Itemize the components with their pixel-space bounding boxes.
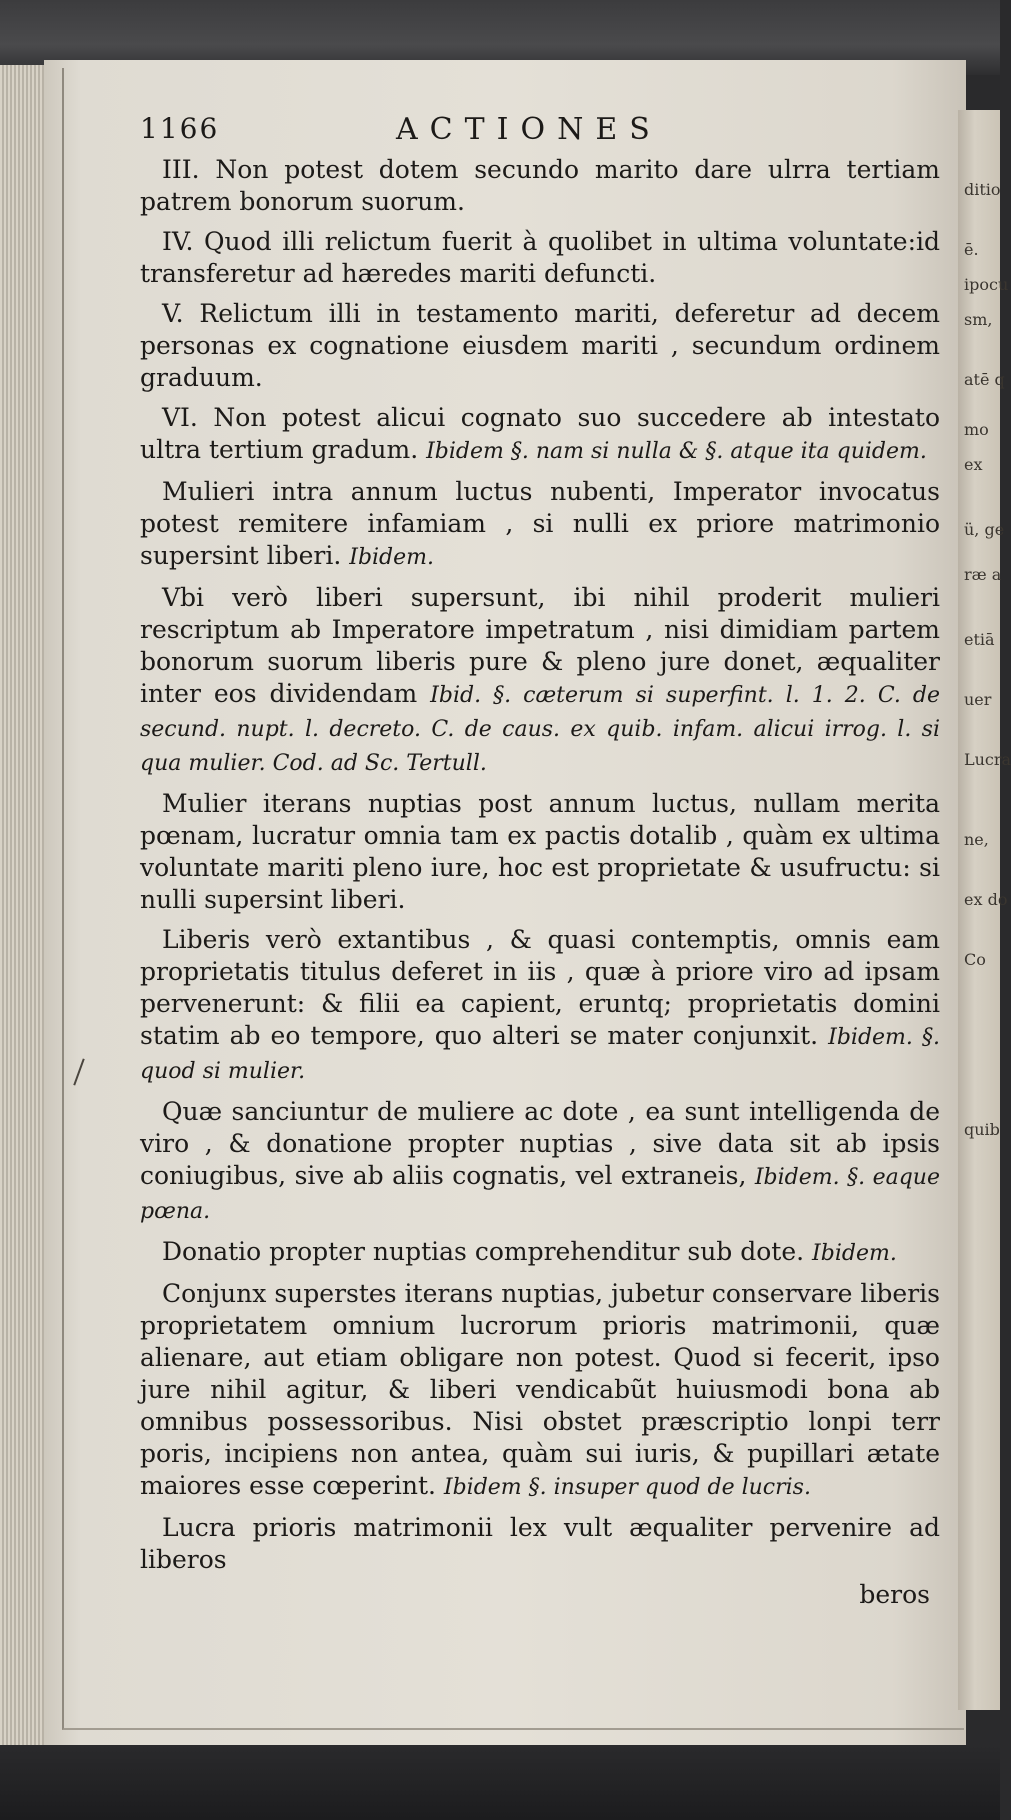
adjacent-fragment: uer — [964, 690, 992, 709]
adjacent-fragment: ipocu — [964, 275, 1009, 294]
citation: Ibidem. — [812, 1241, 897, 1266]
citation: Ibidem. — [349, 545, 435, 570]
paragraph-text: Liberis verò extantibus , & quasi contemptis, omnis eam proprietatis titulus deferet in iis , quæ à priore viro ad ipsam pervenerunt: & filii ea capient, eruntq; proprietatis domini statim ab eo tempore, quo alteri se mater conjunxit. — [140, 925, 940, 1050]
adjacent-fragment: ne, — [964, 830, 989, 849]
adjacent-fragment: Co — [964, 950, 986, 969]
adjacent-fragment: atē q — [964, 370, 1005, 389]
paragraph-text: III. Non potest dotem secundo marito dare ulrra tertiam patrem bonorum suorum. — [140, 155, 940, 216]
adjacent-fragment: ex — [964, 455, 983, 474]
paragraph — [140, 582, 940, 780]
adjacent-page — [958, 110, 1011, 1710]
paragraph — [140, 1096, 940, 1228]
paragraph-text: Conjunx superstes iterans nuptias, jubetur conservare liberis proprietatem omnium lucrorum prioris matrimonii, quæ alienare, aut etiam obligare non potest. Quod si fecerit, ipso jure nihil agitur, & liberi vendicabũt huiusmodi bona ab omnibus possessoribus. Nisi obstet præscriptio lonpi terr poris, incipiens non antea, quàm sui iuris, & pupillari ætate maiores esse cœperint. — [140, 1279, 940, 1500]
adjacent-fragment: ditio — [964, 180, 1001, 199]
paragraph-text: IV. Quod illi relictum fuerit à quolibet in ultima voluntate:id transferetur ad hæredes mariti defuncti. — [140, 227, 940, 288]
paragraph-text: Mulier iterans nuptias post annum luctus, nullam merita pœnam, lucratur omnia tam ex pactis dotalib , quàm ex ultima voluntate mariti pleno iure, hoc est proprietate & usufructu: si nulli supersint liberi. — [140, 789, 940, 914]
paragraph — [140, 1512, 940, 1576]
paragraph — [140, 402, 940, 468]
paragraph — [140, 1278, 940, 1504]
paragraph-text: Mulieri intra annum luctus nubenti, Imperator invocatus potest remitere infamiam , si nulli ex priore matrimonio supersint liberi. — [140, 477, 940, 570]
adjacent-fragment: quib — [964, 1120, 1000, 1139]
adjacent-fragment: mo — [964, 420, 989, 439]
adjacent-fragment: ex do — [964, 890, 1008, 909]
paragraph — [140, 154, 940, 218]
paragraph-text: Lucra prioris matrimonii lex vult æqualiter pervenire ad liberos — [140, 1513, 940, 1574]
page-number: 1166 — [140, 112, 220, 145]
adjacent-fragment: Lucra — [964, 750, 1011, 769]
paragraph-text: VI. Non potest alicui cognato suo succedere ab intestato ultra tertium gradum. — [140, 403, 940, 464]
citation: Ibidem §. insuper quod de lucris. — [443, 1475, 811, 1500]
citation: Ibidem. §. eaque pœna. — [140, 1165, 940, 1224]
paragraph-text: Vbi verò liberi supersunt, ibi nihil proderit mulieri rescriptum ab Imperatore impetratum , nisi dimidiam partem bonorum suorum liberis pure & pleno jure donet, æqualiter inter eos dividendam — [140, 583, 940, 708]
paragraph-text: Donatio propter nuptias comprehenditur sub dote. — [162, 1237, 805, 1266]
paragraph-text: Quæ sanciuntur de muliere ac dote , ea sunt intelligenda de viro , & donatione propter nuptias , sive data sit ab ipsis coniugibus, sive ab aliis cognatis, vel extraneis, — [140, 1097, 940, 1190]
catchword: beros — [859, 1580, 930, 1609]
running-head: ACTIONES — [396, 112, 662, 147]
paragraph — [140, 226, 940, 290]
citation: Ibidem §. nam si nulla & §. atque ita quidem. — [426, 439, 927, 464]
paragraph — [140, 788, 940, 916]
adjacent-fragment: etiā — [964, 630, 995, 649]
citation: Ibid. §. cæterum si superfint. l. 1. 2. C. de secund. nupt. l. decreto. C. de caus. ex quib. infam. alicui irrog. l. si qua mulier. Cod. ad Sc. Tertull. — [140, 683, 940, 776]
paragraph — [140, 924, 940, 1088]
adjacent-fragment: ē. — [964, 240, 979, 259]
paragraph-text: V. Relictum illi in testamento mariti, deferetur ad decem personas ex cognatione eiusdem mariti , secundum ordinem graduum. — [140, 299, 940, 392]
paragraph — [140, 1236, 940, 1270]
citation: Ibidem. §. quod si mulier. — [140, 1025, 940, 1084]
paragraph — [140, 298, 940, 394]
page-header — [140, 112, 940, 154]
adjacent-fragment: ü, ge — [964, 520, 1005, 539]
adjacent-fragment: sm, — [964, 310, 993, 329]
background-bottom — [0, 1745, 1000, 1820]
adjacent-fragment: ræ a — [964, 565, 1002, 584]
paragraph — [140, 476, 940, 574]
page-content — [140, 112, 940, 1609]
book-page-edges — [0, 65, 48, 1755]
